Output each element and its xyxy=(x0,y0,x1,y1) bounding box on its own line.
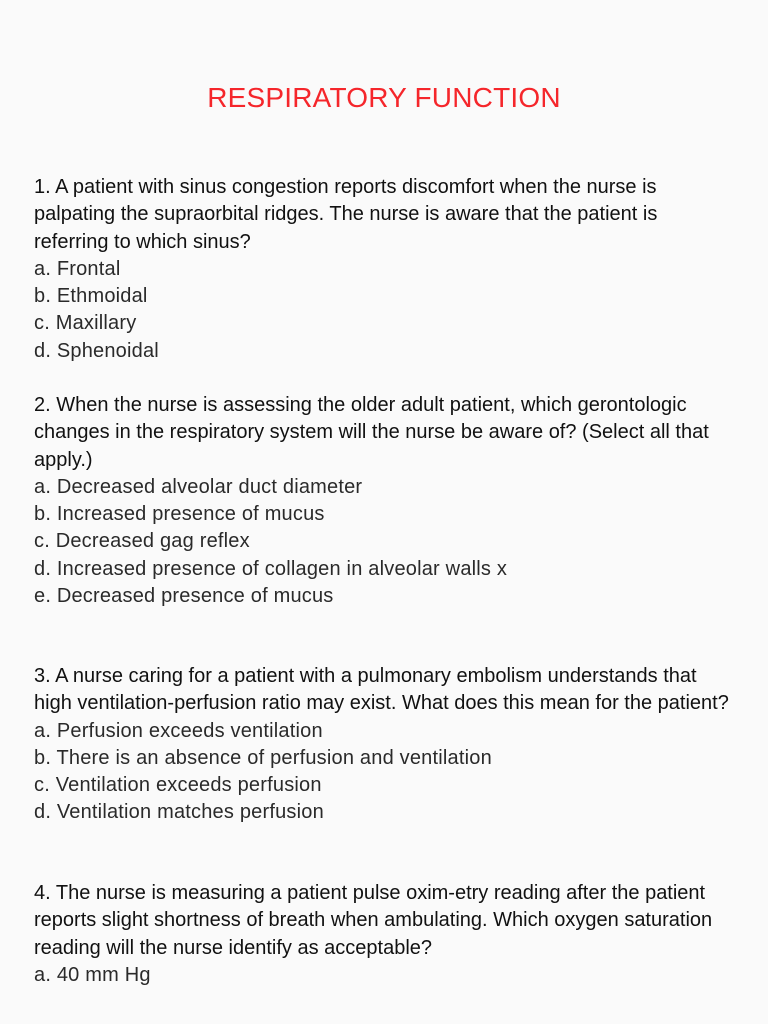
question-3 xyxy=(34,663,734,826)
answer-option: a. Frontal xyxy=(34,257,121,280)
question-text: 4. The nurse is measuring a patient pulse oxim-etry reading after the patient reports slight shortness of breath when ambulating. Which oxygen saturation reading will the nurse identify as acceptable? xyxy=(34,882,713,959)
question-4 xyxy=(34,880,734,989)
answer-options xyxy=(34,256,734,365)
answer-option: c. Ventilation exceeds perfusion xyxy=(34,774,322,796)
answer-option: a. 40 mm Hg xyxy=(34,963,151,986)
question-1 xyxy=(34,174,734,365)
answer-option: a. Perfusion exceeds ventilation xyxy=(34,719,323,742)
answer-options xyxy=(34,718,734,827)
answer-option: c. Decreased gag reflex xyxy=(34,530,250,553)
answer-option: a. Decreased alveolar duct diameter xyxy=(34,475,363,498)
answer-option: b. Increased presence of mucus xyxy=(34,503,325,526)
answer-option: c. Maxillary xyxy=(34,312,137,335)
answer-option: d. Sphenoidal xyxy=(34,339,159,362)
answer-option: b. Ethmoidal xyxy=(34,285,148,308)
question-text: 3. A nurse caring for a patient with a pulmonary embolism understands that high ventilation-perfusion ratio may exist. What does this mean for the patient? xyxy=(34,665,729,715)
answer-option: e. Decreased presence of mucus xyxy=(34,584,334,607)
answer-option: d. Ventilation matches perfusion xyxy=(34,801,324,824)
answer-options xyxy=(34,474,734,610)
question-text: 2. When the nurse is assessing the older adult patient, which gerontologic changes in the respiratory system will the nurse be aware of? (Select all that apply.) xyxy=(34,394,709,471)
answer-option: d. Increased presence of collagen in alveolar walls x xyxy=(34,557,508,580)
question-text: 1. A patient with sinus congestion reports discomfort when the nurse is palpating the supraorbital ridges. The nurse is aware that the patient is referring to which sinus? xyxy=(34,176,658,253)
question-2 xyxy=(34,392,734,610)
answer-option: b. There is an absence of perfusion and ventilation xyxy=(34,746,492,769)
page-title: RESPIRATORY FUNCTION xyxy=(207,82,561,113)
answer-options xyxy=(34,962,734,989)
